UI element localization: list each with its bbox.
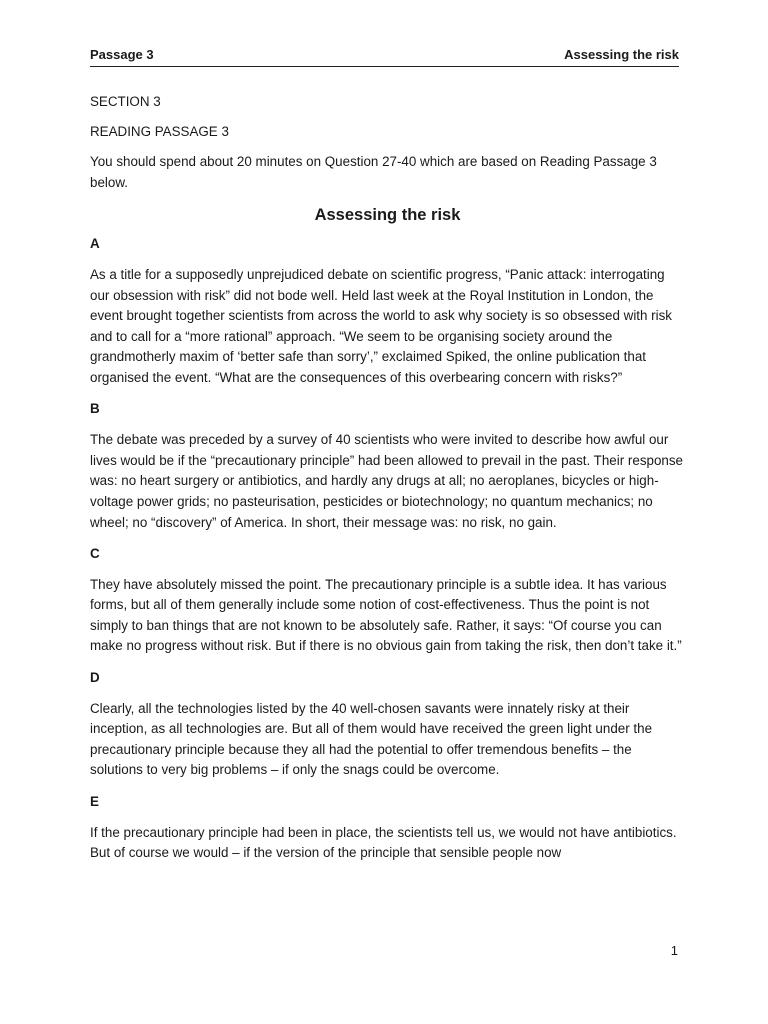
paragraph-c: They have absolutely missed the point. The precautionary principle is a subtle idea. It has various forms, but all of them generally include some notion of cost-effectiveness. Thus the point is not simply to ban things that are not known to be absolutely safe. Rather, it says: “Of course you can make no progress without risk. But if there is no obvious gain from taking the risk, then don’t take it.” bbox=[90, 576, 682, 654]
paragraph-letter-b: B bbox=[90, 401, 100, 417]
document-body bbox=[90, 92, 685, 874]
passage-title: Assessing the risk bbox=[314, 205, 461, 224]
paragraph-letter-e: E bbox=[90, 793, 99, 809]
reading-passage-heading: READING PASSAGE 3 bbox=[90, 124, 229, 140]
running-header bbox=[90, 46, 679, 67]
paragraph-e: If the precautionary principle had been in place, the scientists tell us, we would not have antibiotics. But of course we would – if the version of the principle that sensible people now bbox=[90, 824, 677, 861]
page-number: 1 bbox=[670, 943, 678, 958]
instruction-text: You should spend about 20 minutes on Question 27-40 which are based on Reading Passage 3 below. bbox=[90, 154, 657, 190]
paragraph-a: As a title for a supposedly unprejudiced debate on scientific progress, “Panic attack: interrogating our obsession with risk” did not bode well. Held last week at the Royal Institution in London, the event brought together scientists from across the world to ask why society is so obsessed with risk and to call for a “more rational” approach. “We seem to be organising society around the grandmotherly maxim of ‘better safe than sorry’,” exclaimed Spiked, the online publication that organised the event. “What are the consequences of this overbearing concern with risks?” bbox=[90, 266, 673, 385]
paragraph-b: The debate was preceded by a survey of 40 scientists who were invited to describe how awful our lives would be if the “precautionary principle” had been allowed to prevail in the past. Their response was: no heart surgery or antibiotics, and hardly any drugs at all; no aeroplanes, bicycles or high-voltage power grids; no pasteurisation, pesticides or biotechnology; no quantum mechanics; no wheel; no “discovery” of America. In short, their message was: no risk, no gain. bbox=[90, 432, 683, 530]
paragraph-letter-d: D bbox=[90, 669, 100, 685]
paragraph-letter-a: A bbox=[90, 235, 100, 251]
paragraph-d: Clearly, all the technologies listed by the 40 well-chosen savants were innately risky at their inception, as all technologies are. But all of them would have received the green light under the precautionary principle because they all had the potential to offer tremendous benefits – the solutions to very big problems – if only the snags could be overcome. bbox=[90, 700, 653, 778]
header-passage-label: Passage 3 bbox=[90, 47, 154, 62]
paragraph-letter-c: C bbox=[90, 545, 100, 561]
section-heading: SECTION 3 bbox=[90, 94, 161, 109]
header-title: Assessing the risk bbox=[564, 47, 679, 62]
